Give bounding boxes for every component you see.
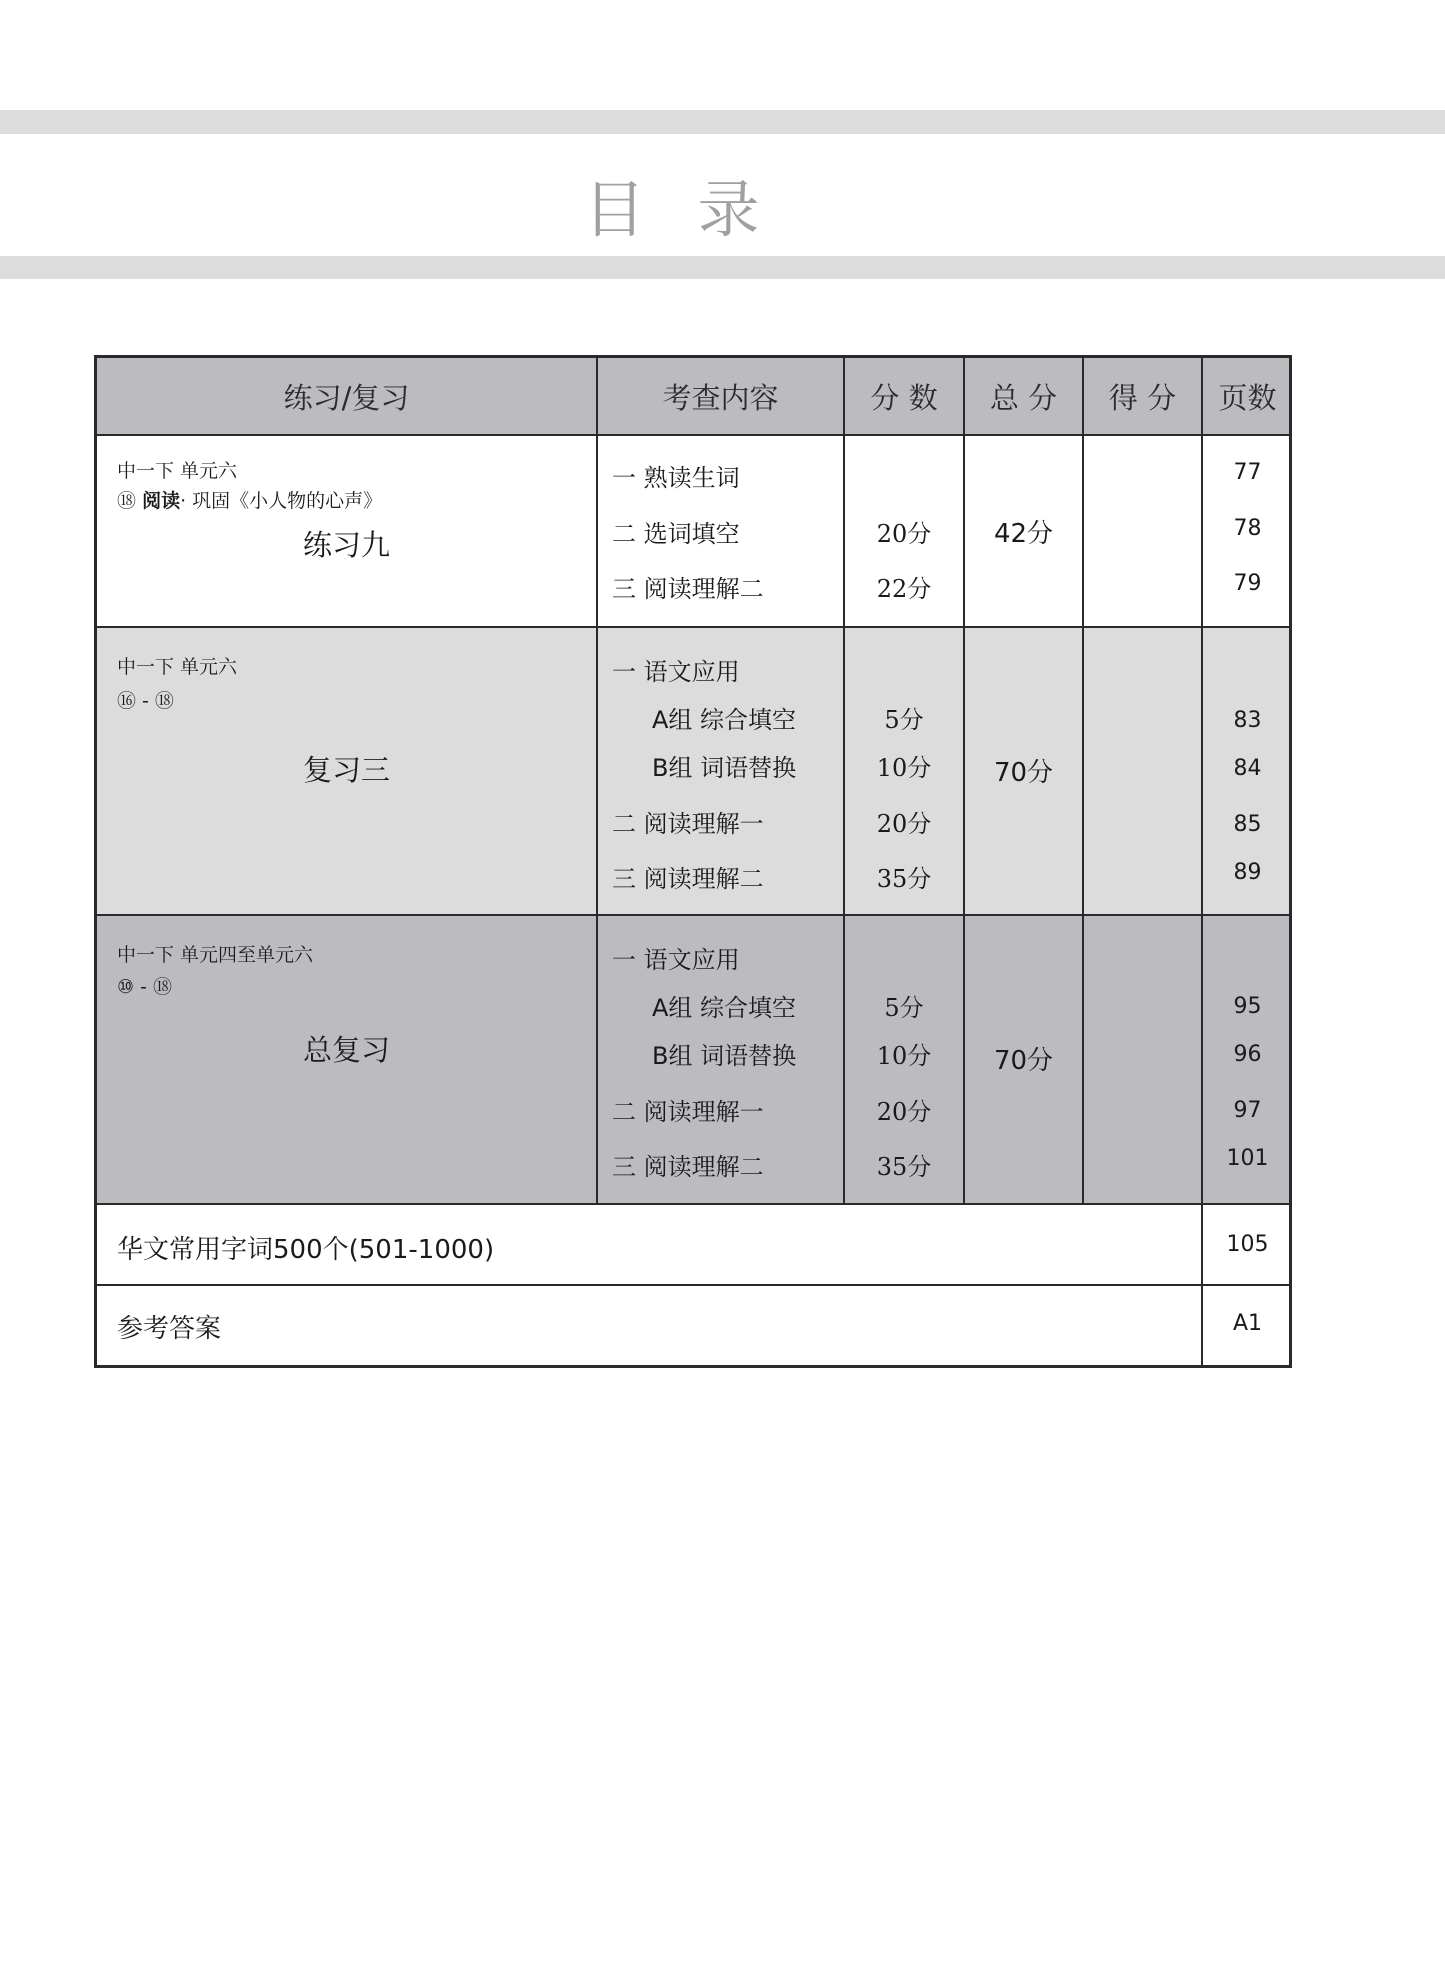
vocabulary-title: 华文常用字词500个(501-1000) [117,1235,495,1265]
lesson-type: 阅读 [142,490,181,512]
exercise-title: 练习九 [302,528,390,562]
score-value: 5分 [884,706,924,734]
page-cell [1203,628,1292,914]
obtained-cell [1084,436,1203,626]
content-cell [598,628,845,914]
page-cell [1203,1286,1292,1365]
header-score: 分 数 [845,358,965,434]
exercise-title: 复习三 [302,753,390,787]
page-number: 84 [1233,756,1262,781]
content-item: B组 词语替换 [652,1042,797,1070]
page-number: 95 [1233,994,1262,1019]
total-value: 70分 [993,1046,1054,1076]
content-cell [598,436,845,626]
page-number: 79 [1233,571,1262,596]
score-value: 35分 [876,865,932,893]
content-item: 一 熟读生词 [612,464,740,492]
content-item: 三 阅读理解二 [612,865,764,893]
exercise-cell [97,916,598,1203]
page-number: 89 [1233,860,1262,885]
top-band [0,110,1445,134]
obtained-cell [1084,628,1203,914]
score-value: 20分 [876,1098,932,1126]
score-cell [845,916,965,1203]
obtained-cell [1084,916,1203,1203]
content-item: 一 语文应用 [612,946,740,974]
page-number: A1 [1232,1311,1263,1336]
total-cell [965,916,1084,1203]
page-number: 78 [1233,516,1262,541]
content-item: 一 语文应用 [612,658,740,686]
content-item: 三 阅读理解二 [612,575,764,603]
header-page: 页数 [1218,380,1277,415]
header-obtained: 得 分 [1084,358,1203,434]
content-item: 三 阅读理解二 [612,1153,764,1181]
unit-label: 中一下 单元四至单元六 [117,944,314,966]
total-value: 42分 [993,519,1054,549]
content-item: 二 阅读理解一 [612,1098,764,1126]
content-item: 二 阅读理解一 [612,810,764,838]
page-cell [1203,916,1292,1203]
content-item: B组 词语替换 [652,754,797,782]
lesson-label [117,486,382,513]
lesson-range: ⑯ - ⑱ [117,690,174,712]
score-cell [845,628,965,914]
unit-label: 中一下 单元六 [117,656,238,678]
bottom-band [0,256,1445,279]
score-cell [845,436,965,626]
total-cell [965,628,1084,914]
page-number: 96 [1233,1042,1262,1067]
exercise-cell [97,436,598,626]
content-cell [598,916,845,1203]
lesson-range: ⑩ - ⑱ [117,976,172,998]
page-cell [1203,436,1292,626]
page-number: 105 [1226,1232,1269,1257]
header-content: 考查内容 [598,358,845,434]
score-value: 22分 [876,575,932,603]
table-row-answers [97,1286,1289,1365]
lesson-title: · 巩固《小人物的心声》 [180,490,383,512]
table-row-vocabulary [97,1205,1289,1286]
page-number: 101 [1226,1146,1269,1171]
exercise-cell [97,628,598,914]
page-number: 97 [1233,1098,1262,1123]
total-value: 70分 [993,758,1054,788]
answers-title: 参考答案 [117,1314,222,1344]
page-number: 85 [1233,812,1262,837]
table-row-review-3 [97,628,1289,916]
answers-cell [97,1286,1203,1365]
header-exercise: 练习/复习 [97,358,598,434]
toc-table [94,355,1292,1368]
score-value: 10分 [876,754,932,782]
score-value: 20分 [876,810,932,838]
table-header [97,358,1289,436]
score-value: 5分 [884,994,924,1022]
table-row-final-review [97,916,1289,1205]
score-value: 20分 [876,520,932,548]
page-cell [1203,1205,1292,1284]
unit-label: 中一下 单元六 [117,460,238,482]
score-value: 10分 [876,1042,932,1070]
vocabulary-cell [97,1205,1203,1284]
exercise-title: 总复习 [302,1033,390,1067]
lesson-number: ⑱ [117,490,137,512]
page-number: 77 [1233,460,1262,485]
page-number: 83 [1233,708,1262,733]
header-total: 总 分 [965,358,1084,434]
total-cell [965,436,1084,626]
table-row-exercise-9 [97,436,1289,628]
content-item: A组 综合填空 [652,706,797,734]
content-item: A组 综合填空 [652,994,797,1022]
score-value: 35分 [876,1153,932,1181]
page-title: 目录 [583,173,812,246]
content-item: 二 选词填空 [612,520,740,548]
